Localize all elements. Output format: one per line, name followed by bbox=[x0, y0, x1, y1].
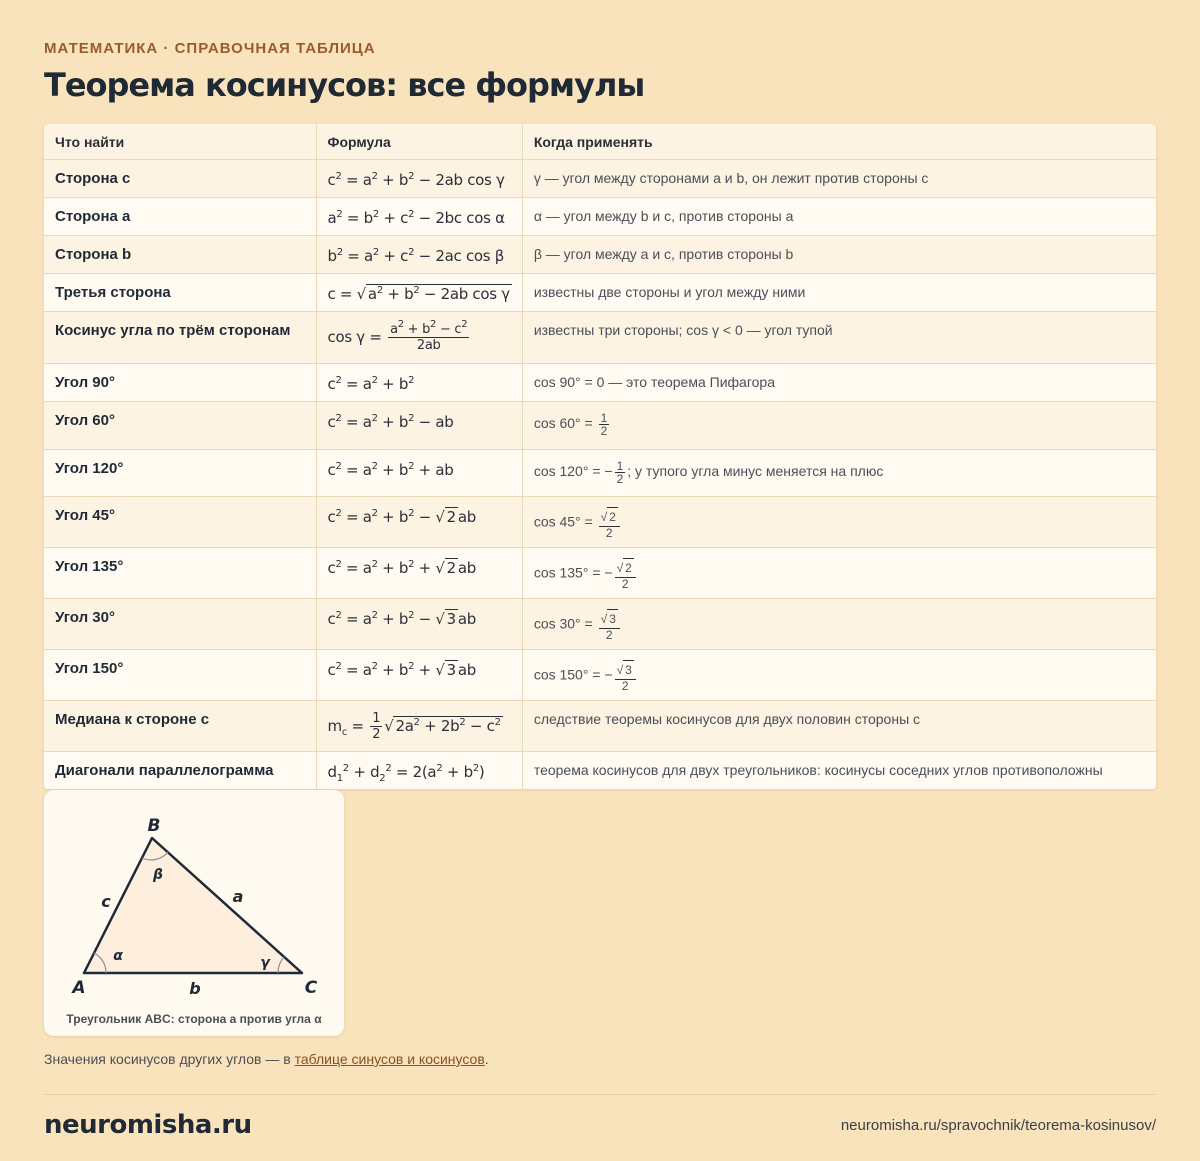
row-find: Угол 30° bbox=[44, 598, 316, 649]
brand-logo[interactable]: neuromisha.ru bbox=[44, 1110, 252, 1140]
table-row bbox=[44, 449, 1156, 496]
column-header-formula: Формула bbox=[316, 124, 522, 159]
row-find: Косинус угла по трём сторонам bbox=[44, 311, 316, 363]
note bbox=[44, 1051, 489, 1067]
row-when: γ — угол между сторонами a и b, он лежит против стороны c bbox=[522, 159, 1156, 197]
column-header-find: Что найти bbox=[44, 124, 316, 159]
row-when: cos 30° = $\frac{√ 3}{2}$ bbox=[522, 598, 1156, 649]
row-find: Угол 60° bbox=[44, 401, 316, 449]
table-row bbox=[44, 547, 1156, 598]
note-prefix: Значения косинусов других углов — в bbox=[44, 1051, 295, 1067]
when-prefix: cos 45° = bbox=[533, 513, 597, 530]
row-find: Третья сторона bbox=[44, 273, 316, 311]
table-row bbox=[44, 363, 1156, 401]
table-row bbox=[44, 311, 1156, 363]
row-when: cos 150° = − $\frac{√ 3}{2}$ bbox=[522, 649, 1156, 700]
table-row bbox=[44, 273, 1156, 311]
table-row bbox=[44, 700, 1156, 751]
vertex-label-a: A bbox=[72, 978, 86, 998]
row-find: Угол 135° bbox=[44, 547, 316, 598]
row-find: Угол 90° bbox=[44, 363, 316, 401]
when-prefix: cos 135° = − bbox=[533, 564, 613, 581]
side-label-b: b bbox=[189, 979, 201, 998]
when-suffix: ; у тупого угла минус меняется на плюс bbox=[627, 462, 884, 479]
column-header-when: Когда применять bbox=[522, 124, 1156, 159]
row-formula: $c^2 = a^2 + b^2$ − √ 3 ab bbox=[316, 598, 522, 649]
triangle-caption: Треугольник ABC: сторона a против угла α bbox=[66, 1012, 322, 1026]
row-formula: $m_c$ = $\frac{1}{2}$ √ $2a^2 + 2b^2 - c^2$ bbox=[316, 700, 522, 751]
row-find: Сторона c bbox=[44, 159, 316, 197]
page-url[interactable]: neuromisha.ru/spravochnik/teorema-kosinusov/ bbox=[840, 1117, 1156, 1134]
row-when: β — угол между a и c, против стороны b bbox=[522, 235, 1156, 273]
row-formula: $c^2 = a^2 + b^2$ + ab bbox=[316, 449, 522, 496]
formula-table bbox=[44, 124, 1156, 789]
row-formula: c = √ $a^2 + b^2 - 2ab$ cos γ bbox=[316, 273, 522, 311]
row-formula: $b^2 = a^2 + c^2 - 2ac$ cos β bbox=[316, 235, 522, 273]
sin-cos-table-link[interactable]: таблице синусов и косинусов bbox=[294, 1051, 485, 1067]
vertex-label-c: C bbox=[304, 978, 318, 998]
table-row bbox=[44, 496, 1156, 547]
row-find: Сторона b bbox=[44, 235, 316, 273]
row-when: cos 135° = − $\frac{√ 2}{2}$ bbox=[522, 547, 1156, 598]
table-row bbox=[44, 751, 1156, 789]
row-formula: $c^2 = a^2 + b^2$ − ab bbox=[316, 401, 522, 449]
side-label-a: a bbox=[232, 887, 244, 906]
footer-divider bbox=[44, 1094, 1156, 1095]
table-row bbox=[44, 197, 1156, 235]
row-when: следствие теоремы косинусов для двух половин стороны c bbox=[522, 700, 1156, 751]
row-when: cos 45° = $\frac{√ 2}{2}$ bbox=[522, 496, 1156, 547]
table-row bbox=[44, 235, 1156, 273]
when-prefix: cos 120° = − bbox=[533, 462, 613, 479]
when-prefix: cos 60° = bbox=[533, 414, 597, 431]
row-when: известны три стороны; cos γ < 0 — угол тупой bbox=[522, 311, 1156, 363]
row-find: Угол 45° bbox=[44, 496, 316, 547]
row-formula: $c^2 = a^2 + b^2$ − √ 2 ab bbox=[316, 496, 522, 547]
row-when: α — угол между b и c, против стороны a bbox=[522, 197, 1156, 235]
eyebrow: МАТЕМАТИКА · СПРАВОЧНАЯ ТАБЛИЦА bbox=[44, 40, 376, 57]
row-when: cos 60° = $\frac{1}{2}$ bbox=[522, 401, 1156, 449]
row-when: теорема косинусов для двух треугольников: косинусы соседних углов противоположны bbox=[522, 751, 1156, 789]
table-row bbox=[44, 649, 1156, 700]
row-formula: cos γ = $\frac{a^2 + b^2 - c^2}{2ab}$ bbox=[316, 311, 522, 363]
row-find: Медиана к стороне c bbox=[44, 700, 316, 751]
row-formula: $d_1^2 + d_2^2 = 2(a^2 + b^2)$ bbox=[316, 751, 522, 789]
row-find: Сторона a bbox=[44, 197, 316, 235]
row-formula: $c^2 = a^2 + b^2$ + √ 3 ab bbox=[316, 649, 522, 700]
angle-label-beta: β bbox=[152, 867, 164, 883]
row-when: cos 90° = 0 — это теорема Пифагора bbox=[522, 363, 1156, 401]
row-when: cos 120° = − $\frac{1}{2}$ ; у тупого угла минус меняется на плюс bbox=[522, 449, 1156, 496]
when-prefix: cos 30° = bbox=[533, 615, 597, 632]
row-formula: $c^2 = a^2 + b^2 - 2ab$ cos γ bbox=[316, 159, 522, 197]
row-find: Диагонали параллелограмма bbox=[44, 751, 316, 789]
vertex-label-b: B bbox=[147, 816, 161, 836]
side-label-c: c bbox=[101, 892, 111, 911]
triangle-card bbox=[44, 790, 344, 1036]
row-formula: $c^2 = a^2 + b^2$ bbox=[316, 363, 522, 401]
row-find: Угол 120° bbox=[44, 449, 316, 496]
angle-label-alpha: α bbox=[113, 948, 123, 964]
when-prefix: cos 150° = − bbox=[533, 666, 613, 683]
table-row bbox=[44, 159, 1156, 197]
table-row bbox=[44, 598, 1156, 649]
row-when: известны две стороны и угол между ними bbox=[522, 273, 1156, 311]
note-suffix: . bbox=[484, 1051, 489, 1067]
row-formula: $a^2 = b^2 + c^2 - 2bc$ cos α bbox=[316, 197, 522, 235]
triangle-diagram bbox=[44, 790, 344, 1036]
page-title: Теорема косинусов: все формулы bbox=[44, 66, 645, 104]
angle-label-gamma: γ bbox=[260, 955, 270, 971]
row-formula: $c^2 = a^2 + b^2$ + √ 2 ab bbox=[316, 547, 522, 598]
row-find: Угол 150° bbox=[44, 649, 316, 700]
table-row bbox=[44, 401, 1156, 449]
